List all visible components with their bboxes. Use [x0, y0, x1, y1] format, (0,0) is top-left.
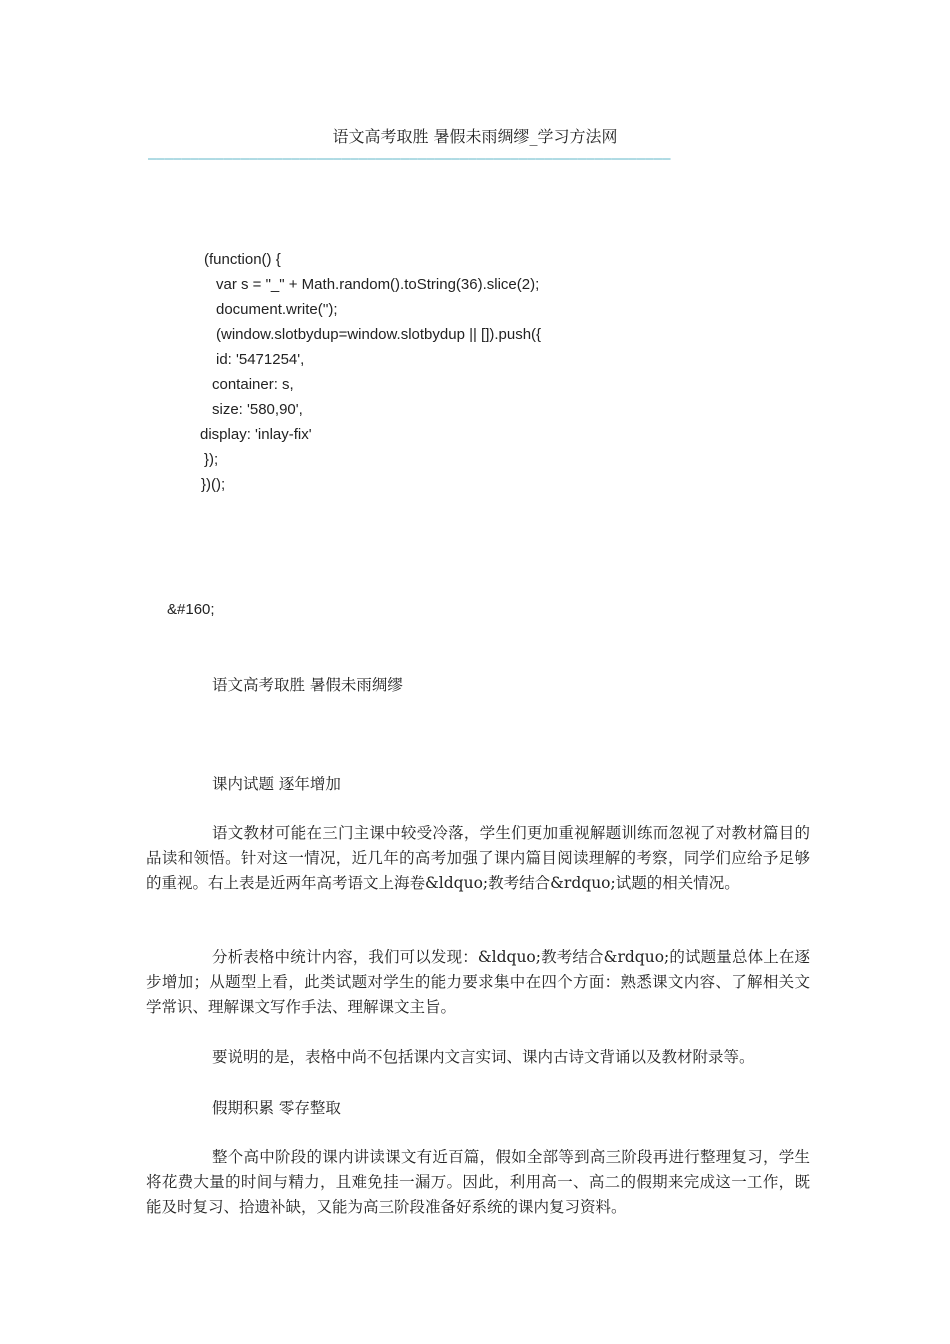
code-line: container: s, [212, 376, 294, 393]
code-line: (window.slotbydup=window.slotbydup || []).push({ [216, 326, 542, 343]
code-line: size: '580,90', [212, 401, 303, 418]
article-main-heading: 语文高考取胜 暑假未雨绸缪 [212, 676, 403, 694]
code-line: display: 'inlay-fix' [200, 426, 312, 443]
code-line: document.write(''); [216, 301, 338, 318]
section-heading: 课内试题 逐年增加 [212, 775, 341, 793]
code-line: id: '5471254', [216, 351, 305, 368]
code-line: }); [204, 451, 219, 468]
code-line: })(); [201, 476, 226, 493]
code-line: (function() { [204, 251, 281, 268]
paragraph: 分析表格中统计内容，我们可以发现：&ldquo;教考结合&rdquo;的试题量总体上在逐步增加；从题型上看，此类试题对学生的能力要求集中在四个方面：熟悉课文内容、了解相关文学常识、理解课文写作手法、理解课文主旨。 [146, 948, 810, 1016]
title-divider: —————————————————————————————————————————————————————————————— [148, 152, 671, 166]
section-heading: 假期积累 零存整取 [212, 1099, 341, 1117]
html-entity-text: &#160; [167, 601, 215, 618]
paragraph: 要说明的是，表格中尚不包括课内文言实词、课内古诗文背诵以及教材附录等。 [212, 1048, 755, 1066]
paragraph: 整个高中阶段的课内讲读课文有近百篇，假如全部等到高三阶段再进行整理复习，学生将花费大量的时间与精力，且难免挂一漏万。因此，利用高一、高二的假期来完成这一工作，既能及时复习、拾遗补缺，又能为高三阶段准备好系统的课内复习资料。 [146, 1148, 810, 1216]
paragraph: 语文教材可能在三门主课中较受冷落，学生们更加重视解题训练而忽视了对教材篇目的品读和领悟。针对这一情况，近几年的高考加强了课内篇目阅读理解的考察，同学们应给予足够的重视。右上表是近两年高考语文上海卷&ldquo;教考结合&rdquo;试题的相关情况。 [146, 824, 810, 892]
code-line: var s = "_" + Math.random().toString(36).slice(2); [216, 276, 540, 293]
document-title: 语文高考取胜 暑假未雨绸缪_学习方法网 [332, 127, 618, 146]
